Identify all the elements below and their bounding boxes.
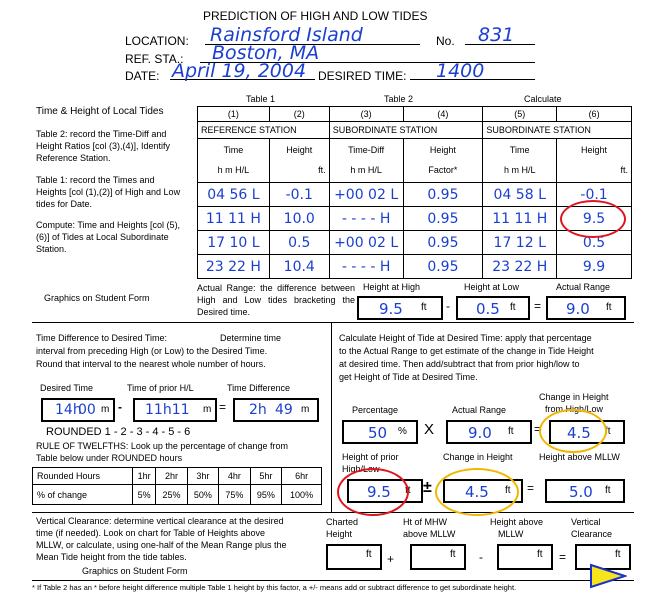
mllw-value: 5.0 bbox=[569, 483, 593, 501]
ft-unit: ft bbox=[605, 485, 611, 496]
change2-label: Change in Height bbox=[443, 452, 513, 462]
rt-head-cell: 1hr bbox=[133, 468, 156, 485]
calc-text-a: Calculate Height of Tide at Desired Time: apply that percentage bbox=[339, 333, 592, 343]
diff-hours: 2h bbox=[249, 402, 267, 418]
actual-range-label: Actual Range bbox=[556, 282, 611, 292]
section-divider-mid bbox=[32, 512, 634, 513]
rt-value-cell: 95% bbox=[250, 485, 281, 505]
actual-range-value: 9.0 bbox=[566, 300, 590, 318]
instr-table1: Table 1: record the Times and Heights [col (1),(2)] of High and Low tides for Date. bbox=[36, 175, 181, 209]
clearance-text-d: Mean Tide height from the tide tables. bbox=[36, 552, 187, 562]
equals-sign: = bbox=[527, 481, 535, 495]
col-num: (4) bbox=[403, 107, 483, 122]
sub-time-cell[interactable]: 23 22 H bbox=[483, 255, 557, 279]
refsta-value[interactable]: Boston, MA bbox=[212, 42, 320, 64]
mllw-box[interactable] bbox=[545, 479, 625, 503]
plus-minus-sign: ± bbox=[423, 479, 432, 496]
rt-value-cell: 50% bbox=[187, 485, 218, 505]
refsta-label: REF. STA.: bbox=[125, 52, 184, 66]
height-at-low-label: Height at Low bbox=[464, 282, 520, 292]
calc-range-box[interactable] bbox=[446, 420, 532, 444]
col-num: (2) bbox=[269, 107, 329, 122]
charted-height-box[interactable] bbox=[326, 544, 382, 570]
calc-range-value: 9.0 bbox=[468, 424, 492, 442]
plus-sign: + bbox=[387, 552, 395, 566]
sub-height-cell[interactable]: 9.5 bbox=[557, 207, 632, 231]
ref-height-cell[interactable]: 0.5 bbox=[269, 231, 329, 255]
rt-value-cell: 5% bbox=[133, 485, 156, 505]
ref-height-cell[interactable]: 10.4 bbox=[269, 255, 329, 279]
rt-head-cell: 4hr bbox=[219, 468, 250, 485]
factor-cell[interactable]: 0.95 bbox=[403, 183, 483, 207]
high-value: 9.5 bbox=[379, 300, 403, 318]
no-label: No. bbox=[436, 34, 455, 48]
prior-time-head: Time of prior H/L bbox=[127, 383, 194, 393]
prior-time-box[interactable] bbox=[133, 398, 217, 422]
ft-unit: ft bbox=[605, 426, 611, 437]
ft-unit: ft bbox=[450, 549, 456, 560]
mhw-label-a: Ht of MHW bbox=[403, 517, 447, 527]
col-num: (5) bbox=[483, 107, 557, 122]
highlight-circle bbox=[435, 468, 519, 516]
tide-table bbox=[197, 106, 632, 279]
subhead-factor bbox=[403, 139, 483, 183]
calc-text-b: to the Actual Range to get estimate of the change in Tide Height bbox=[339, 346, 594, 356]
desired-time-head: Desired Time bbox=[40, 383, 94, 393]
graphics-note-1: Graphics on Student Form bbox=[44, 293, 150, 303]
table1-label: Table 1 bbox=[246, 94, 276, 104]
date-value[interactable]: April 19, 2004 bbox=[172, 60, 307, 82]
subordinate-station-head: SUBORDINATE STATION bbox=[329, 122, 483, 139]
unit-text: ft. bbox=[620, 165, 628, 175]
tide-row bbox=[198, 231, 632, 255]
equals-sign: = bbox=[534, 422, 542, 436]
reference-station-head: REFERENCE STATION bbox=[198, 122, 330, 139]
twelfths-table bbox=[32, 467, 322, 505]
height-above-box[interactable] bbox=[497, 544, 553, 570]
sub-time-cell[interactable]: 11 11 H bbox=[483, 207, 557, 231]
ref-time-cell[interactable]: 23 22 H bbox=[198, 255, 270, 279]
clearance-text-b: time (if needed). Look on chart for Table of Heights above bbox=[36, 528, 265, 538]
prior-time-value: 11h11 bbox=[145, 402, 190, 418]
section-divider-bottom bbox=[32, 580, 634, 581]
rt-head-cell: 5hr bbox=[250, 468, 281, 485]
desired-time-label: DESIRED TIME: bbox=[318, 69, 407, 83]
ref-height-cell[interactable]: -0.1 bbox=[269, 183, 329, 207]
vertical-label-a: Vertical bbox=[571, 517, 601, 527]
tide-row bbox=[198, 183, 632, 207]
timediff-intro-a: Time Difference to Desired Time: bbox=[36, 333, 168, 343]
subhead-height-calc bbox=[557, 139, 632, 183]
subhead-text: Height bbox=[286, 145, 313, 155]
subhead-text: Height bbox=[429, 145, 456, 155]
twelfths-rule-b: Table below under ROUNDED hours bbox=[36, 453, 183, 463]
calc-text-c: at desired time. Then add/subtract that from prior high/low to bbox=[339, 359, 580, 369]
timediff-cell[interactable]: +00 02 L bbox=[329, 183, 403, 207]
timediff-cell[interactable]: +00 02 L bbox=[329, 231, 403, 255]
calc-text-d: get Height of Tide at Desired Time. bbox=[339, 372, 478, 382]
percentage-box[interactable] bbox=[342, 420, 418, 444]
change-value: 4.5 bbox=[567, 424, 591, 442]
unit-text: h m H/L bbox=[217, 165, 250, 175]
prior-height-value: 9.5 bbox=[367, 483, 391, 501]
sub-time-cell[interactable]: 17 12 L bbox=[483, 231, 557, 255]
factor-cell[interactable]: 0.95 bbox=[403, 255, 483, 279]
arrow-shape bbox=[591, 565, 625, 587]
charted-label-a: Charted bbox=[326, 517, 359, 527]
factor-cell[interactable]: 0.95 bbox=[403, 207, 483, 231]
rt-head-cell: Rounded Hours bbox=[33, 468, 133, 485]
next-arrow-icon[interactable] bbox=[589, 563, 627, 589]
ref-time-cell[interactable]: 04 56 L bbox=[198, 183, 270, 207]
minutes-unit: m bbox=[203, 404, 212, 415]
ref-height-cell[interactable]: 10.0 bbox=[269, 207, 329, 231]
height-at-high-label: Height at High bbox=[363, 282, 421, 292]
footnote: * If Table 2 has an * before height difference multiple Table 1 height by this factor, a +/- means add or subtract difference to get subordinate height. bbox=[32, 583, 517, 592]
low-value-box[interactable] bbox=[456, 296, 530, 320]
subhead-text: Height bbox=[581, 145, 608, 155]
ft-unit: ft bbox=[405, 485, 411, 496]
change-label-a: Change in Height bbox=[539, 392, 609, 402]
ref-time-cell[interactable]: 11 11 H bbox=[198, 207, 270, 231]
equals-sign: = bbox=[219, 400, 227, 414]
twelfths-rule-a: RULE OF TWELFTHS: Look up the percentage of change from bbox=[36, 441, 288, 451]
multiply-sign: X bbox=[424, 421, 435, 438]
time-difference-box[interactable] bbox=[233, 398, 319, 422]
col-num: (6) bbox=[557, 107, 632, 122]
clearance-text-c: MLLW, or calculate, using one-half of the Mean Range plus the bbox=[36, 540, 287, 550]
rt-head-cell: 3hr bbox=[187, 468, 218, 485]
subhead-text: Time bbox=[223, 145, 244, 155]
percentage-label: Percentage bbox=[352, 405, 399, 415]
low-value: 0.5 bbox=[476, 300, 500, 318]
highlight-circle bbox=[560, 200, 626, 238]
clearance-text-a: Vertical Clearance: determine vertical clearance at the desired bbox=[36, 516, 284, 526]
timediff-cell[interactable]: - - - - H bbox=[329, 255, 403, 279]
unit-text: h m H/L bbox=[350, 165, 382, 175]
rt-head-cell: 6hr bbox=[282, 468, 322, 485]
instr-table2: Table 2: record the Time-Diff and Height Ratios [col (3),(4)], Identify Reference Station. bbox=[36, 129, 171, 163]
minus-sign: - bbox=[118, 400, 122, 414]
ft-unit: ft bbox=[366, 549, 372, 560]
ft-unit: ft bbox=[606, 302, 612, 313]
unit-text: ft. bbox=[318, 165, 326, 175]
ft-unit: ft bbox=[505, 485, 511, 496]
instr-compute: Compute: Time and Heights [col (5),(6)] of Tides at Local Subordinate Station. bbox=[36, 220, 181, 254]
minutes-unit: m bbox=[101, 404, 110, 415]
highlight-circle bbox=[337, 468, 409, 516]
desired-time-value[interactable]: 1400 bbox=[436, 60, 485, 82]
col-num: (3) bbox=[329, 107, 403, 122]
subhead-text: Time bbox=[509, 145, 530, 155]
mllw-label: Height above MLLW bbox=[539, 452, 620, 462]
high-value-box[interactable] bbox=[357, 296, 443, 320]
subhead-time-calc bbox=[483, 139, 557, 183]
page-title: PREDICTION OF HIGH AND LOW TIDES bbox=[203, 9, 428, 23]
equals-sign: = bbox=[534, 299, 542, 313]
ft-unit: ft bbox=[510, 302, 516, 313]
desired-minutes: 00 bbox=[78, 402, 96, 418]
subhead-time bbox=[198, 139, 270, 183]
location-label: LOCATION: bbox=[125, 34, 189, 48]
above-label-a: Height above bbox=[490, 517, 544, 527]
subhead-text: Time-Diff bbox=[348, 145, 385, 155]
tide-row bbox=[198, 255, 632, 279]
subhead-height bbox=[269, 139, 329, 183]
rounded-scale: ROUNDED 1 - 2 - 3 - 4 - 5 - 6 bbox=[46, 426, 191, 438]
prior-label-a: Height of prior bbox=[342, 452, 399, 462]
section-divider-top bbox=[32, 322, 634, 323]
minus-sign: - bbox=[479, 550, 483, 564]
calculate-label: Calculate bbox=[524, 94, 562, 104]
desired-time-box[interactable] bbox=[41, 398, 115, 422]
ft-unit: ft bbox=[421, 302, 427, 313]
station-number-value[interactable]: 831 bbox=[478, 24, 515, 46]
subhead-timediff bbox=[329, 139, 403, 183]
equals-sign: = bbox=[559, 550, 567, 564]
desired-hours: 14h bbox=[55, 402, 82, 418]
timediff-intro-d: Round that interval to the nearest whole number of hours. bbox=[36, 359, 266, 369]
ft-unit: ft bbox=[537, 549, 543, 560]
mhw-label-b: above MLLW bbox=[403, 529, 456, 539]
rt-value-cell: % of change bbox=[33, 485, 133, 505]
rt-value-cell: 100% bbox=[282, 485, 322, 505]
rt-head-cell: 2hr bbox=[156, 468, 187, 485]
factor-cell[interactable]: 0.95 bbox=[403, 231, 483, 255]
percentage-value: 50 bbox=[368, 424, 388, 442]
highlight-circle bbox=[539, 409, 607, 453]
instr-local-tides: Time & Height of Local Tides bbox=[36, 106, 164, 117]
sub-height-cell[interactable]: 9.9 bbox=[557, 255, 632, 279]
col-num: (1) bbox=[198, 107, 270, 122]
sub-time-cell[interactable]: 04 58 L bbox=[483, 183, 557, 207]
timediff-intro-b: Determine time bbox=[220, 333, 282, 343]
minutes-unit: m bbox=[301, 404, 310, 415]
prior-label-b: High/Low bbox=[342, 464, 380, 474]
unit-text: Factor* bbox=[428, 165, 458, 175]
diff-minutes: 49 bbox=[275, 402, 293, 418]
change-label-b: from High/Low bbox=[545, 404, 604, 414]
charted-label-b: Height bbox=[326, 529, 353, 539]
ref-time-cell[interactable]: 17 10 L bbox=[198, 231, 270, 255]
mhw-box[interactable] bbox=[410, 544, 466, 570]
date-label: DATE: bbox=[125, 69, 160, 83]
ft-unit: ft bbox=[615, 549, 621, 560]
graphics-note-2: Graphics on Student Form bbox=[82, 566, 188, 576]
calc-range-label: Actual Range bbox=[452, 405, 507, 415]
actual-range-box[interactable] bbox=[546, 296, 626, 320]
time-difference-head: Time Difference bbox=[227, 383, 291, 393]
location-value[interactable]: Rainsford Island bbox=[210, 24, 363, 46]
change2-value: 4.5 bbox=[465, 483, 489, 501]
timediff-cell[interactable]: - - - - H bbox=[329, 207, 403, 231]
range-text: Actual Range: the difference between High and Low tides bracketing the Desired time. bbox=[197, 283, 355, 317]
pct-unit: % bbox=[398, 426, 407, 437]
timediff-intro-c: interval from preceding High (or Low) to the Desired Time. bbox=[36, 346, 268, 356]
subordinate-station-calc-head: SUBORDINATE STATION bbox=[483, 122, 632, 139]
unit-text: h m H/L bbox=[503, 165, 536, 175]
minus-sign: - bbox=[446, 299, 450, 313]
section-divider-vertical bbox=[331, 322, 332, 512]
rt-value-cell: 25% bbox=[156, 485, 187, 505]
ft-unit: ft bbox=[508, 426, 514, 437]
rt-value-cell: 75% bbox=[219, 485, 250, 505]
above-label-b: MLLW bbox=[498, 529, 524, 539]
vertical-label-b: Clearance bbox=[571, 529, 613, 539]
sub-height-cell[interactable]: -0.1 bbox=[557, 183, 632, 207]
sub-height-cell[interactable]: 0.5 bbox=[557, 231, 632, 255]
table2-label: Table 2 bbox=[384, 94, 414, 104]
